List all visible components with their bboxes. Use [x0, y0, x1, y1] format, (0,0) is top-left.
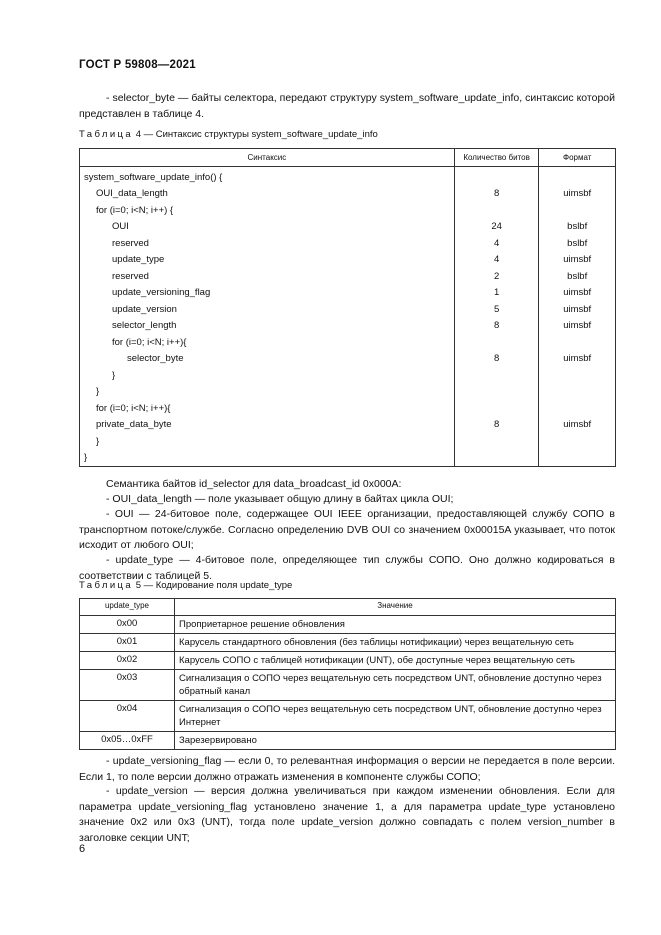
- header-value: Значение: [175, 599, 616, 616]
- syntax-cell: reserved: [80, 268, 455, 285]
- update-type-value: Сигнализация о СОПО через вещательную сеть посредством UNT, обновление доступно через Интернет: [175, 701, 616, 732]
- bits-cell: 2: [454, 268, 539, 285]
- syntax-row: [80, 235, 616, 252]
- bits-cell: 5: [454, 301, 539, 318]
- intro-paragraph: - selector_byte — байты селектора, передают структуру system_software_update_info, синтаксис которой представлен в таблице 4.: [79, 92, 615, 120]
- syntax-table-header-row: [80, 149, 616, 167]
- syntax-row: [80, 318, 616, 335]
- update-type-code: 0x03: [80, 670, 175, 701]
- semantics-intro: Семантика байтов id_selector для data_broadcast_id 0x000A:: [106, 478, 402, 490]
- bits-cell: 1: [454, 285, 539, 302]
- bits-cell: 8: [454, 318, 539, 335]
- bits-cell: [454, 334, 539, 351]
- closing-update-version: - update_version — версия должна увеличиваться при каждом изменении обновления. Если для параметра update_versioning_flag установлено значение 1, а для параметра update_type установлено значение 0x2 или 0x3 (UNT), тогда поле update_version должно совпадать с полем version_number в заголовке секции UNT;: [79, 785, 615, 844]
- syntax-row: [80, 252, 616, 269]
- syntax-cell: }: [80, 384, 455, 401]
- format-cell: [539, 433, 616, 450]
- semantics-oui: - OUI — 24-битовое поле, содержащее OUI IEEE организации, предоставляющей службу СОПО в транспортном потоке/службе. Согласно определению DVB OUI со значением 0x00015A указывает, что поток исходит от любого OUI;: [79, 508, 615, 551]
- format-cell: uimsbf: [539, 318, 616, 335]
- format-cell: [539, 202, 616, 219]
- bits-cell: [454, 167, 539, 186]
- bits-cell: 4: [454, 252, 539, 269]
- table5-caption: [79, 580, 292, 591]
- update-type-code: 0x05…0xFF: [80, 732, 175, 750]
- format-cell: [539, 450, 616, 467]
- syntax-row: [80, 301, 616, 318]
- syntax-row: [80, 433, 616, 450]
- table4-caption: [79, 129, 378, 140]
- header-format: Формат: [539, 149, 616, 167]
- syntax-row: [80, 400, 616, 417]
- syntax-cell: update_versioning_flag: [80, 285, 455, 302]
- header-syntax: Синтаксис: [80, 149, 455, 167]
- syntax-row: [80, 167, 616, 186]
- bits-cell: [454, 202, 539, 219]
- bits-cell: 8: [454, 417, 539, 434]
- bits-cell: 24: [454, 219, 539, 236]
- table5-caption-text: 5 — Кодирование поля update_type: [133, 580, 293, 591]
- update-type-row: [80, 634, 616, 652]
- bits-cell: 8: [454, 186, 539, 203]
- update-type-row: [80, 732, 616, 750]
- syntax-row: [80, 186, 616, 203]
- update-type-row: [80, 652, 616, 670]
- update-type-code: 0x00: [80, 616, 175, 634]
- bits-cell: [454, 400, 539, 417]
- format-cell: uimsbf: [539, 285, 616, 302]
- syntax-cell: system_software_update_info() {: [80, 167, 455, 186]
- closing-versioning-flag: - update_versioning_flag — если 0, то релевантная информация о версии не передается в поле версии. Если 1, то поле версии должно отражать изменения в компоненте службы СОПО;: [79, 755, 615, 783]
- syntax-cell: }: [80, 450, 455, 467]
- document-id: ГОСТ Р 59808—2021: [79, 59, 196, 71]
- format-cell: bslbf: [539, 268, 616, 285]
- table5-caption-word: Таблица: [79, 580, 134, 591]
- update-type-value: Проприетарное решение обновления: [175, 616, 616, 634]
- bits-cell: [454, 367, 539, 384]
- update-type-row: [80, 670, 616, 701]
- syntax-cell: for (i=0; i<N; i++){: [80, 400, 455, 417]
- header-bits: Количество битов: [454, 149, 539, 167]
- syntax-cell: reserved: [80, 235, 455, 252]
- syntax-row: [80, 417, 616, 434]
- update-type-code: 0x04: [80, 701, 175, 732]
- format-cell: [539, 367, 616, 384]
- format-cell: uimsbf: [539, 252, 616, 269]
- semantics-oui-data-length: - OUI_data_length — поле указывает общую длину в байтах цикла OUI;: [106, 493, 454, 505]
- update-type-row: [80, 616, 616, 634]
- update-type-row: [80, 701, 616, 732]
- format-cell: bslbf: [539, 219, 616, 236]
- syntax-cell: OUI_data_length: [80, 186, 455, 203]
- format-cell: uimsbf: [539, 351, 616, 368]
- bits-cell: [454, 450, 539, 467]
- format-cell: [539, 400, 616, 417]
- syntax-cell: OUI: [80, 219, 455, 236]
- syntax-cell: update_version: [80, 301, 455, 318]
- bits-cell: 4: [454, 235, 539, 252]
- syntax-row: [80, 219, 616, 236]
- format-cell: [539, 167, 616, 186]
- table4-caption-text: 4 — Синтаксис структуры system_software_update_info: [133, 129, 378, 140]
- syntax-cell: private_data_byte: [80, 417, 455, 434]
- update-type-table-header-row: [80, 599, 616, 616]
- update-type-value: Карусель стандартного обновления (без таблицы нотификации) через вещательную сеть: [175, 634, 616, 652]
- bits-cell: 8: [454, 351, 539, 368]
- update-type-value: Сигнализация о СОПО через вещательную сеть посредством UNT, обновление доступно через обратный канал: [175, 670, 616, 701]
- bits-cell: [454, 433, 539, 450]
- syntax-cell: for (i=0; i<N; i++){: [80, 334, 455, 351]
- syntax-row: [80, 367, 616, 384]
- syntax-row: [80, 351, 616, 368]
- syntax-table: [79, 148, 616, 467]
- syntax-row: [80, 202, 616, 219]
- syntax-row: [80, 268, 616, 285]
- format-cell: uimsbf: [539, 186, 616, 203]
- update-type-value: Зарезервировано: [175, 732, 616, 750]
- syntax-cell: for (i=0; i<N; i++) {: [80, 202, 455, 219]
- syntax-row: [80, 384, 616, 401]
- syntax-cell: update_type: [80, 252, 455, 269]
- syntax-cell: }: [80, 367, 455, 384]
- table4-caption-word: Таблица: [79, 129, 134, 140]
- syntax-row: [80, 285, 616, 302]
- format-cell: uimsbf: [539, 301, 616, 318]
- syntax-cell: selector_length: [80, 318, 455, 335]
- syntax-row: [80, 334, 616, 351]
- syntax-cell: }: [80, 433, 455, 450]
- format-cell: bslbf: [539, 235, 616, 252]
- header-update-type: update_type: [80, 599, 175, 616]
- page-number: 6: [79, 843, 86, 855]
- update-type-code: 0x02: [80, 652, 175, 670]
- update-type-code: 0x01: [80, 634, 175, 652]
- syntax-cell: selector_byte: [80, 351, 455, 368]
- update-type-value: Карусель СОПО с таблицей нотификации (UNT), обе доступные через вещательную сеть: [175, 652, 616, 670]
- syntax-row: [80, 450, 616, 467]
- semantics-update-type: - update_type — 4-битовое поле, определяющее тип службы СОПО. Оно должно кодироваться в соответствии с таблицей 5.: [79, 554, 615, 582]
- bits-cell: [454, 384, 539, 401]
- format-cell: [539, 334, 616, 351]
- format-cell: [539, 384, 616, 401]
- update-type-table: [79, 598, 616, 750]
- format-cell: uimsbf: [539, 417, 616, 434]
